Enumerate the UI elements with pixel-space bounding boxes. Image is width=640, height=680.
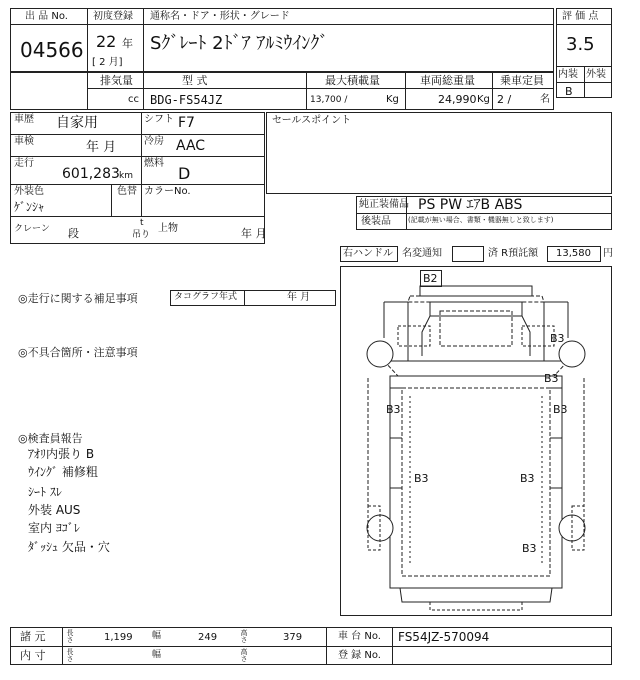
damage-mark: B3 — [414, 472, 429, 485]
inspector-note: ｱｵﾘ内張り B — [28, 447, 95, 461]
max-load-unit: Kg — [386, 94, 399, 105]
chassis-number: FS54JZ-570094 — [398, 630, 490, 644]
ac-label: 冷房 — [144, 136, 164, 147]
displacement-label: 排気量 — [100, 74, 133, 87]
first-registration-label: 初度登録 — [93, 11, 133, 22]
recycle-label: 済 R預託額 — [488, 248, 539, 259]
height-label-interior: 高さ — [240, 648, 248, 663]
mileage-value: 601,283 — [62, 166, 120, 182]
inspection-date: 年 月 — [86, 140, 117, 155]
height-value: 379 — [283, 632, 303, 643]
vehicle-model-name: Sｸﾞﾚｰﾄ 2ﾄﾞｱ ｱﾙﾐｳｲﾝｸﾞ — [150, 33, 329, 54]
exterior-color: ｹﾞﾝｼｬ — [14, 200, 45, 214]
history-label: 車歴 — [14, 114, 34, 125]
displacement-unit: cc — [128, 94, 139, 105]
registration-label: 登 録 No. — [338, 650, 381, 661]
damage-mark: B2 — [423, 272, 438, 285]
shift-type: F7 — [178, 115, 195, 131]
top-mount-label: 上物 — [158, 223, 178, 234]
inspector-note: ﾀﾞｯｼｭ 欠品・穴 — [28, 540, 110, 554]
shift-label: シフト — [144, 114, 174, 125]
width-value: 249 — [198, 632, 218, 643]
mileage-label: 走行 — [14, 158, 34, 169]
fuel-type: D — [178, 164, 191, 183]
gross-weight-label: 車両総重量 — [420, 74, 475, 87]
damage-mark: B3 — [520, 472, 535, 485]
inspector-note: ｼｰﾄ ｽﾚ — [28, 485, 62, 499]
chassis-label: 車 台 No. — [338, 631, 381, 642]
year-unit: 年 — [122, 37, 133, 50]
defects-label: ◎不具合箇所・注意事項 — [18, 346, 138, 359]
model-code: BDG-FS54JZ — [150, 93, 223, 107]
max-load-label: 最大積載量 — [325, 74, 380, 87]
air-conditioning: AAC — [176, 138, 206, 154]
capacity-label: 乗車定員 — [500, 74, 544, 87]
equipment-list: PS PW ｴｱB ABS — [418, 197, 523, 213]
length-value: 1,199 — [104, 632, 133, 643]
selling-points-label: セールスポイント — [272, 115, 352, 126]
truck-body-diagram — [340, 266, 612, 616]
max-load: 13,700 / — [310, 95, 348, 105]
first-registration-month: [ 2 月] — [92, 57, 123, 68]
interior-grade-label: 内装 — [558, 69, 578, 80]
aftermarket-note: (記載が無い場合、書類・機器無しと致します) — [408, 216, 554, 224]
usage-history: 自家用 — [56, 115, 98, 131]
vehicle-name-label: 通称名・ドア・形状・グレード — [150, 11, 290, 22]
interior-grade: B — [565, 85, 573, 98]
height-label: 高さ — [240, 629, 248, 644]
width-label-interior: 幅 — [152, 650, 162, 660]
tachograph-label: タコグラフ年式 — [174, 292, 238, 302]
damage-mark: B3 — [522, 542, 537, 555]
specs-label: 諸 元 — [20, 630, 46, 643]
length-label: 長さ — [66, 629, 74, 644]
crane-stage: 段 — [68, 227, 79, 240]
inspection-label: 車検 — [14, 136, 34, 147]
lot-no-label: 出 品 No. — [25, 11, 68, 22]
width-label: 幅 — [152, 631, 162, 641]
driving-notes-label: ◎走行に関する補足事項 — [18, 292, 138, 305]
recycle-amount: 13,580 — [556, 248, 591, 259]
recycle-unit: 円 — [603, 248, 613, 259]
first-registration-year: 22 — [96, 32, 117, 51]
inspector-note: 外装 AUS — [28, 503, 81, 517]
exterior-color-label: 外装色 — [14, 186, 44, 197]
name-change-checkbox — [452, 246, 484, 262]
length-label-interior: 長さ — [66, 648, 74, 663]
mileage-unit: km — [119, 171, 133, 181]
lot-number: 04566 — [20, 38, 84, 62]
gross-weight: 24,990 — [438, 93, 477, 106]
score-label: 評 価 点 — [562, 11, 599, 22]
crane-label: クレーン — [14, 224, 50, 234]
damage-mark: B3 — [386, 403, 401, 416]
capacity: 2 / — [497, 93, 512, 106]
name-change-label: 名変通知 — [402, 248, 442, 259]
damage-mark: B3 — [553, 403, 568, 416]
evaluation-score: 3.5 — [566, 34, 595, 55]
crane-t: t — [140, 218, 144, 228]
inspector-note: ｳｲﾝｸﾞ 補修粗 — [28, 465, 98, 479]
gross-weight-unit: Kg — [477, 94, 490, 105]
top-mount-date: 年 月 — [241, 227, 267, 240]
model-label: 型 式 — [182, 74, 208, 87]
capacity-unit: 名 — [540, 94, 550, 105]
tachograph-date: 年 月 — [287, 292, 311, 303]
inspector-note: 室内 ﾖｺﾞﾚ — [28, 521, 80, 535]
color-change-label: 色替 — [117, 186, 137, 197]
damage-mark: B3 — [550, 332, 565, 345]
steering-side: 右ハンドル — [343, 248, 393, 259]
interior-dims-label: 内 寸 — [20, 649, 46, 662]
damage-mark: B3 — [544, 372, 559, 385]
equipment-label: 純正装備品 — [359, 199, 409, 210]
fuel-label: 燃料 — [144, 158, 164, 169]
crane-hanging: 吊り — [132, 230, 151, 240]
color-code-label: カラーNo. — [144, 186, 191, 197]
inspector-report-label: ◎検査員報告 — [18, 432, 83, 445]
exterior-grade-label: 外装 — [586, 69, 606, 80]
aftermarket-label: 後装品 — [361, 216, 391, 227]
